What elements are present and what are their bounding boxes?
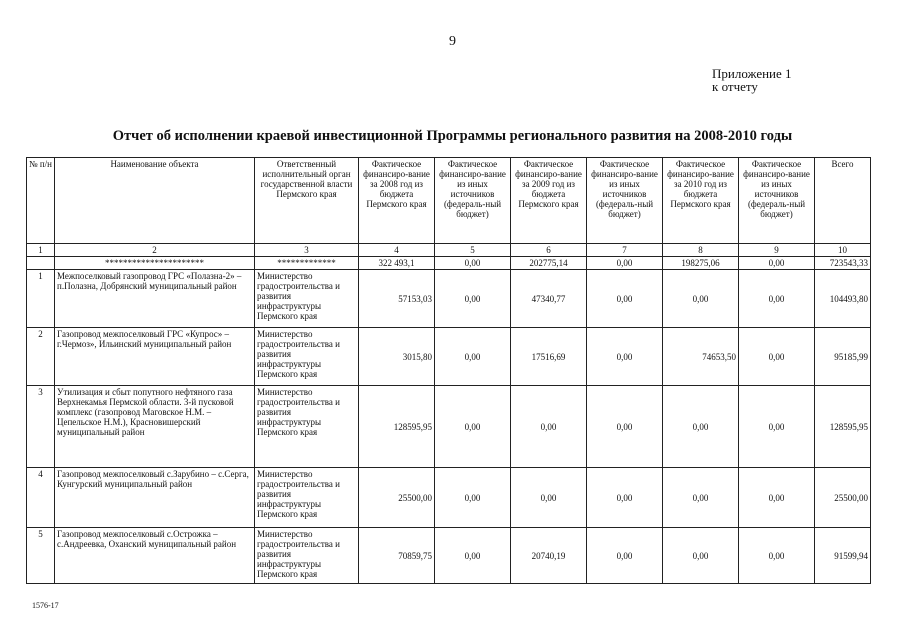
table-row <box>27 328 871 386</box>
value-2010-other: 0,00 <box>739 528 815 584</box>
value-2009-other: 0,00 <box>587 328 663 386</box>
column-number: 8 <box>663 244 739 257</box>
value-2010-regional: 0,00 <box>663 468 739 528</box>
object-name: Газопровод межпоселковый с.Зарубино – с.Серга, Кунгурский муниципальный район <box>55 468 255 528</box>
value-2010-regional: 0,00 <box>663 270 739 328</box>
totals-cell: 202775,14 <box>511 257 587 270</box>
value-2008-other: 0,00 <box>435 270 511 328</box>
responsible-org: Министерство градостроительства и развития инфраструктуры Пермского края <box>255 386 359 468</box>
totals-cell: 322 493,1 <box>359 257 435 270</box>
value-2010-regional: 0,00 <box>663 386 739 468</box>
column-number: 9 <box>739 244 815 257</box>
column-number: 6 <box>511 244 587 257</box>
header-cell: Фактическое финансиро-вание за 2008 год из бюджета Пермского края <box>359 158 435 244</box>
value-total: 91599,94 <box>815 528 871 584</box>
value-2008-regional: 25500,00 <box>359 468 435 528</box>
totals-row <box>27 257 871 270</box>
table-row <box>27 468 871 528</box>
value-2009-regional: 47340,77 <box>511 270 587 328</box>
totals-cell <box>27 257 55 270</box>
column-number: 5 <box>435 244 511 257</box>
header-cell: Фактическое финансиро-вание за 2009 год из бюджета Пермского края <box>511 158 587 244</box>
table-row <box>27 528 871 584</box>
value-2008-other: 0,00 <box>435 328 511 386</box>
value-2010-other: 0,00 <box>739 468 815 528</box>
value-total: 104493,80 <box>815 270 871 328</box>
row-number: 3 <box>27 386 55 468</box>
value-2010-regional: 0,00 <box>663 528 739 584</box>
value-2008-other: 0,00 <box>435 468 511 528</box>
appendix-line-2: к отчету <box>712 79 758 94</box>
value-2008-regional: 57153,03 <box>359 270 435 328</box>
responsible-org: Министерство градостроительства и развития инфраструктуры Пермского края <box>255 468 359 528</box>
appendix-line-1: Приложение 1 <box>712 66 792 81</box>
value-2009-regional: 0,00 <box>511 468 587 528</box>
page-number: 9 <box>449 34 456 49</box>
header-cell: Фактическое финансиро-вание из иных источников (федераль-ный бюджет) <box>587 158 663 244</box>
header-cell: Наименование объекта <box>55 158 255 244</box>
value-total: 25500,00 <box>815 468 871 528</box>
value-2010-other: 0,00 <box>739 328 815 386</box>
value-2010-other: 0,00 <box>739 270 815 328</box>
table-row <box>27 386 871 468</box>
responsible-org: Министерство градостроительства и развития инфраструктуры Пермского края <box>255 328 359 386</box>
value-2008-regional: 128595,95 <box>359 386 435 468</box>
column-number: 3 <box>255 244 359 257</box>
value-2008-other: 0,00 <box>435 386 511 468</box>
responsible-org: Министерство градостроительства и развития инфраструктуры Пермского края <box>255 270 359 328</box>
value-2009-regional: 0,00 <box>511 386 587 468</box>
totals-cell: 0,00 <box>739 257 815 270</box>
column-number: 1 <box>27 244 55 257</box>
appendix-label <box>712 67 792 93</box>
row-number: 2 <box>27 328 55 386</box>
report-table <box>26 157 871 584</box>
header-cell: Фактическое финансиро-вание за 2010 год из бюджета Пермского края <box>663 158 739 244</box>
document-title: Отчет об исполнении краевой инвестиционной Программы регионального развития на 2008-2010 годы <box>112 128 793 144</box>
object-name: Утилизация и сбыт попутного нефтяного газа Верхнекамья Пермской области. 3-й пусковой комплекс (газопровод Маговское Н.М. – Цепельское Н.М.), Красновишерский муниципальный район <box>55 386 255 468</box>
column-number: 4 <box>359 244 435 257</box>
header-row <box>27 158 871 244</box>
value-2010-regional: 74653,50 <box>663 328 739 386</box>
table-row <box>27 270 871 328</box>
object-name: Газопровод межпоселковый с.Острожка – с.Андреевка, Оханский муниципальный район <box>55 528 255 584</box>
object-name: Межпоселковый газопровод ГРС «Полазна-2» – п.Полазна, Добрянский муниципальный район <box>55 270 255 328</box>
value-2009-other: 0,00 <box>587 386 663 468</box>
row-number: 1 <box>27 270 55 328</box>
footer-code: 1576-17 <box>32 601 59 610</box>
value-total: 95185,99 <box>815 328 871 386</box>
column-number: 7 <box>587 244 663 257</box>
value-2009-other: 0,00 <box>587 528 663 584</box>
value-2010-other: 0,00 <box>739 386 815 468</box>
column-number: 2 <box>55 244 255 257</box>
value-2009-other: 0,00 <box>587 270 663 328</box>
totals-cell: ************* <box>255 257 359 270</box>
header-cell: Всего <box>815 158 871 244</box>
column-number-row <box>27 244 871 257</box>
value-2008-other: 0,00 <box>435 528 511 584</box>
value-2008-regional: 70859,75 <box>359 528 435 584</box>
object-name: Газопровод межпоселковый ГРС «Купрос» – г.Чермоз», Ильинский муниципальный район <box>55 328 255 386</box>
totals-cell: 723543,33 <box>815 257 871 270</box>
responsible-org: Министерство градостроительства и развития инфраструктуры Пермского края <box>255 528 359 584</box>
column-number: 10 <box>815 244 871 257</box>
header-cell: № п/н <box>27 158 55 244</box>
value-2009-regional: 20740,19 <box>511 528 587 584</box>
totals-cell: ********************** <box>55 257 255 270</box>
header-cell: Ответственный исполнительный орган государственной власти Пермского края <box>255 158 359 244</box>
header-cell: Фактическое финансиро-вание из иных источников (федераль-ный бюджет) <box>435 158 511 244</box>
value-total: 128595,95 <box>815 386 871 468</box>
totals-cell: 198275,06 <box>663 257 739 270</box>
totals-cell: 0,00 <box>587 257 663 270</box>
totals-cell: 0,00 <box>435 257 511 270</box>
value-2008-regional: 3015,80 <box>359 328 435 386</box>
header-cell: Фактическое финансиро-вание из иных источников (федераль-ный бюджет) <box>739 158 815 244</box>
row-number: 4 <box>27 468 55 528</box>
value-2009-other: 0,00 <box>587 468 663 528</box>
value-2009-regional: 17516,69 <box>511 328 587 386</box>
row-number: 5 <box>27 528 55 584</box>
